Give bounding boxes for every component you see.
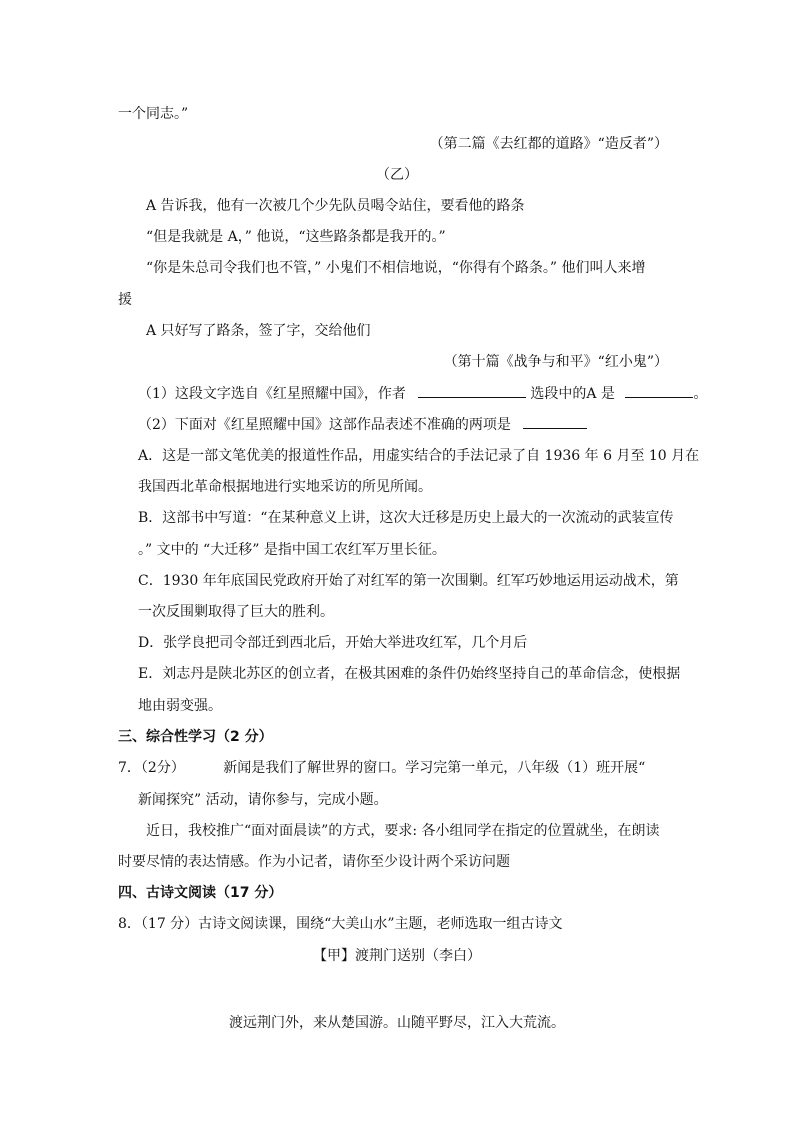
paragraph: 时要尽情的表达情感。作为小记者，请你至少设计两个采访问题 — [118, 854, 510, 870]
section-heading: 四、古诗文阅读（17 分） — [118, 885, 283, 901]
text-line: A 告诉我，他有一次被几个少先队员喝令站住，要看他的路条 — [146, 198, 525, 214]
question-text: （1）这段文字选自《红星照耀中国》，作者 — [138, 386, 406, 402]
question-text: 选段中的A 是 — [530, 386, 615, 402]
source-citation: （第二篇《去红都的道路》“造反者”） — [429, 136, 668, 152]
section-heading: 三、综合性学习（2 分） — [118, 729, 273, 745]
answer-blank[interactable] — [523, 414, 587, 429]
option-e-cont: 地由弱变强。 — [138, 698, 222, 714]
question-7 — [118, 758, 645, 778]
poem-title: 【甲】渡荆门送别（李白） — [313, 948, 481, 964]
text-line: 一个同志。” — [118, 106, 189, 122]
option-b-cont: 。” 文中的 “大迁移” 是指中国工农红军万里长征。 — [138, 542, 446, 558]
source-citation: （第十篇《战争与和平》“红小鬼”） — [443, 354, 668, 370]
answer-blank[interactable] — [625, 383, 693, 398]
question-2 — [138, 414, 587, 435]
text-line: “但是我就是 A，” 他说，“这些路条都是我开的。” — [146, 229, 446, 245]
question-1 — [138, 383, 707, 404]
text-line: “你是朱总司令我们也不管，” 小鬼们不相信地说，“你得有个路条。” 他们叫人来增 — [146, 260, 646, 276]
answer-blank[interactable] — [418, 383, 526, 398]
question-text: 新闻探究” 活动，请你参与，完成小题。 — [138, 792, 388, 808]
question-text: 。 — [693, 386, 708, 402]
text-line: 援 — [118, 292, 132, 308]
option-a-cont: 我国西北革命根据地进行实地采访的所见所闻。 — [138, 479, 432, 495]
question-8: 8．（17 分）古诗文阅读课，围绕“大美山水”主题，老师选取一组古诗文 — [118, 916, 563, 932]
option-c: C．1930 年年底国民党政府开始了对红军的第一次围剿。红军巧妙地运用运动战术，第 — [138, 573, 679, 589]
option-c-cont: 一次反围剿取得了巨大的胜利。 — [138, 604, 334, 620]
question-text: 新闻是我们了解世界的窗口。学习完第一单元，八年级（1）班开展“ — [223, 760, 646, 776]
paragraph: 近日，我校推广“面对面晨读”的方式，要求: 各小组同学在指定的位置就坐，在朗读 — [146, 823, 660, 839]
text-line: A 只好写了路条，签了字，交给他们 — [146, 323, 371, 339]
option-d: D．张学良把司令部迁到西北后，开始大举进攻红军，几个月后 — [138, 635, 528, 651]
section-heading: （乙） — [376, 167, 418, 183]
question-text: （2）下面对《红星照耀中国》这部作品表述不准确的两项是 — [138, 417, 511, 433]
option-a: A．这是一部文笔优美的报道性作品，用虚实结合的手法记录了自 1936 年 6 月至 10 月在 — [138, 448, 700, 464]
option-e: E．刘志丹是陕北苏区的创立者，在极其困难的条件仍始终坚持自己的革命信念，使根据 — [138, 666, 681, 682]
question-number: 7．（2分） — [118, 760, 185, 776]
option-b: B．这部书中写道：“在某种意义上讲，这次大迁移是历史上最大的一次流动的武装宣传 — [138, 510, 674, 526]
poem-line: 渡远荆门外，来从楚国游。山随平野尽，江入大荒流。 — [229, 1015, 565, 1031]
